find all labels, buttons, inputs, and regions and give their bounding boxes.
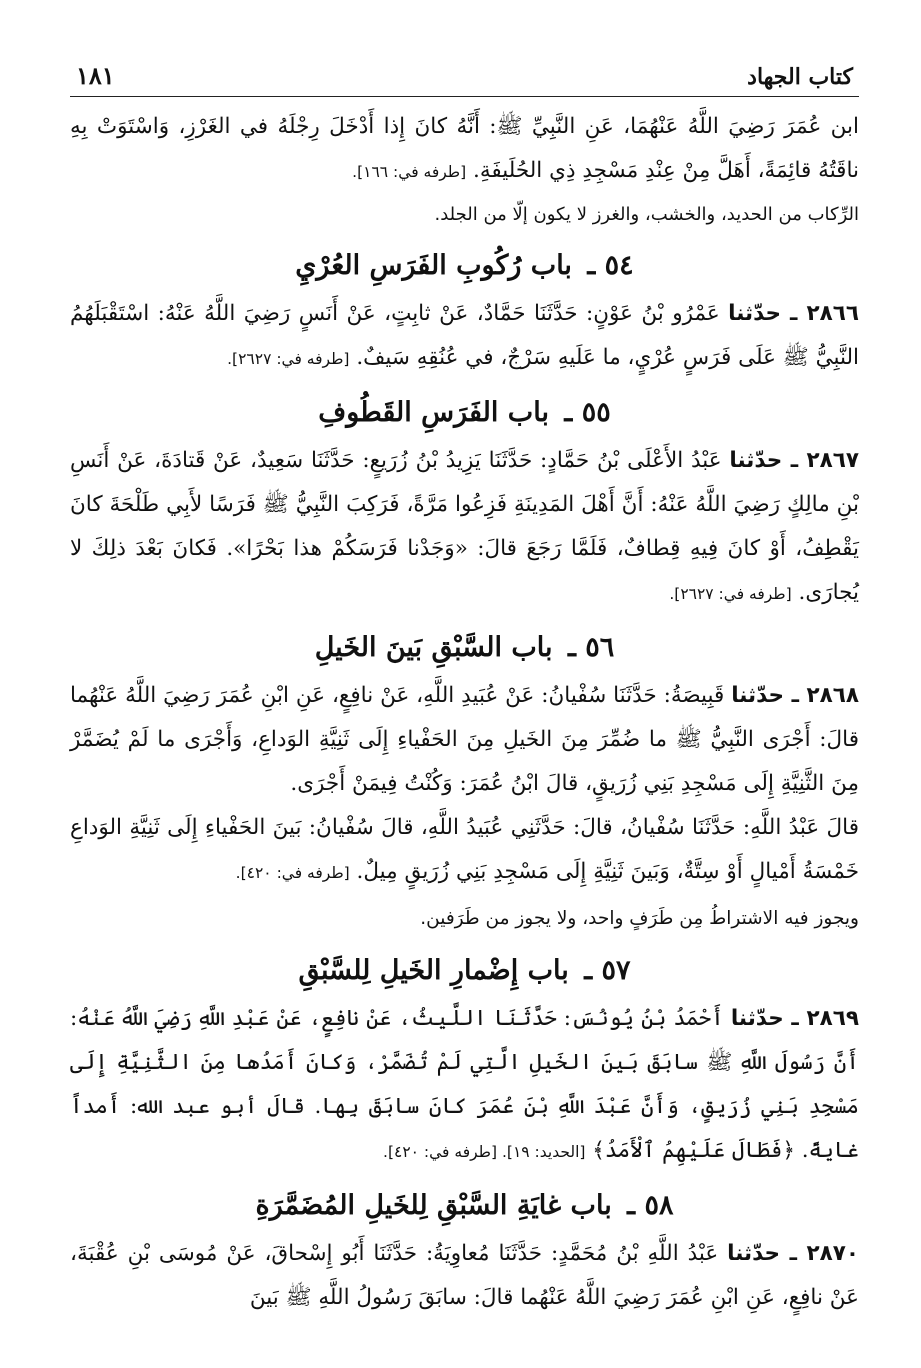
hadith-2866-reference: [طرفه في: ٢٦٢٧]. bbox=[227, 350, 350, 368]
hadith-2869-reference: [الحديد: ١٩]. [طرفه في: ٤٢٠]. bbox=[383, 1143, 586, 1161]
opening-hadith-text bbox=[70, 105, 859, 194]
hadith-2868-text: قَبِيصَةُ: حَدَّثَنَا سُفْيانُ: عَنْ عُبَيدِ اللَّهِ، عَنْ نافِعٍ، عَنِ ابْنِ عُمَرَ رَضِيَ اللَّهُ عَنْهُما قالَ: أَجْرَى النَّبِيُّ ﷺ ما ضُمِّرَ مِنَ الخَيلِ مِنَ الحَفْياءِ إِلَى ثَنِيَّةِ الوَداعِ، وَأَجْرَى ما لَمْ يُضَمَّرْ مِنَ الثَّنِيَّةِ إِلَى مَسْجِدِ بَنِي زُرَيقٍ، قالَ ابْنُ عُمَرَ: وَكُنْتُ فِيمَنْ أَجْرَى. bbox=[70, 683, 859, 796]
hadith-2868-continuation bbox=[70, 806, 859, 895]
chapter-55-heading bbox=[70, 391, 859, 435]
chapter-56-title: باب السَّبْقِ بَينَ الخَيلِ bbox=[314, 632, 553, 663]
hadith-2868-commentary: ويجوز فيه الاشتراطُ مِن طَرَفٍ واحد، ولا يجوز من طَرَفين. bbox=[420, 908, 859, 929]
hadith-2868-reference: [طرفه في: ٤٢٠]. bbox=[235, 864, 350, 882]
chapter-56-heading bbox=[70, 626, 859, 670]
page-number: ١٨١ bbox=[76, 61, 115, 90]
hadith-2866-text: عَمْرُو بْنُ عَوْنٍ: حَدَّثَنَا حَمَّادٌ، عَنْ ثابِتٍ، عَنْ أَنَسٍ رَضِيَ اللَّهُ عَنْهُ: اسْتَقْبَلَهُمُ النَّبِيُّ ﷺ عَلَى فَرَسٍ عُرْيٍ، ما عَلَيهِ سَرْجٌ، في عُنُقِهِ سَيفٌ. bbox=[70, 301, 859, 370]
hadith-2868 bbox=[70, 674, 859, 806]
chapter-54-title: باب رُكُوبِ الفَرَسِ العُرْيِ bbox=[295, 250, 572, 281]
chapter-56-number: ٥٦ ـ bbox=[567, 632, 615, 663]
page-header bbox=[70, 56, 859, 97]
quran-verse: ﴿فَطَالَ عَلَيْهِمُ ٱلْأَمَدُ﴾ bbox=[592, 1138, 795, 1163]
hadith-2870 bbox=[70, 1232, 859, 1320]
chapter-54-heading bbox=[70, 244, 859, 288]
hadith-2869-prefix: ٢٨٦٩ ـ حدّثنا bbox=[730, 1006, 860, 1031]
hadith-2870-text: عَبْدُ اللَّهِ بْنُ مُحَمَّدٍ: حَدَّثَنَا مُعاوِيَةُ: حَدَّثَنَا أَبُو إِسْحاقَ، عَنْ مُوسَى بْنِ عُقْبَةَ، عَنْ نافِعٍ، عَنِ ابْنِ عُمَرَ رَضِيَ اللَّهُ عَنْهُما قالَ: سابَقَ رَسُولُ اللَّهِ ﷺ بَينَ bbox=[70, 1241, 859, 1310]
chapter-57-number: ٥٧ ـ bbox=[584, 955, 631, 986]
opening-text: ابن عُمَرَ رَضِيَ اللَّهُ عَنْهُمَا، عَنِ النَّبِيِّ ﷺ: أَنَّهُ كانَ إِذا أَدْخَلَ رِجْلَهُ في الغَرْزِ، وَاسْتَوَتْ بِهِ ناقَتُهُ قائِمَةً، أَهَلَّ مِنْ عِنْدِ مَسْجِدِ ذِي الحُلَيفَةِ. bbox=[70, 114, 859, 183]
hadith-2866 bbox=[70, 292, 859, 381]
hadith-2867-text: عَبْدُ الأَعْلَى بْنُ حَمَّادٍ: حَدَّثَنَا يَزِيدُ بْنُ زُرَيعٍ: حَدَّثَنَا سَعِيدٌ، عَنْ قَتادَةَ، عَنْ أَنَسِ بْنِ مالِكٍ رَضِيَ اللَّهُ عَنْهُ: أَنَّ أَهْلَ المَدِينَةِ فَزِعُوا مَرَّةً، فَرَكِبَ النَّبِيُّ ﷺ فَرَسًا لأَبِي طَلْحَةَ كانَ يَقْطِفُ، أَوْ كانَ فِيهِ قِطافٌ، فَلَمَّا رَجَعَ قالَ: «وَجَدْنا فَرَسَكُمْ هذا بَحْرًا». فَكانَ بَعْدَ ذلِكَ لا يُجارَى. bbox=[70, 448, 859, 605]
chapter-58-heading bbox=[70, 1184, 859, 1228]
chapter-55-number: ٥٥ ـ bbox=[564, 397, 611, 428]
hadith-2867-prefix: ٢٨٦٧ ـ حدّثنا bbox=[729, 448, 859, 473]
chapter-54-number: ٥٤ ـ bbox=[587, 250, 634, 281]
hadith-2868-cont-text: قالَ عَبْدُ اللَّهِ: حَدَّثَنَا سُفْيانُ، قالَ: حَدَّثَنِي عُبَيدُ اللَّهِ، قالَ سُفْيانُ: بَينَ الحَفْياءِ إِلَى ثَنِيَّةِ الوَداعِ خَمْسَةُ أَمْيالٍ أَوْ سِتَّةٌ، وَبَينَ ثَنِيَّةِ إِلَى مَسْجِدِ بَنِي زُرَيقٍ مِيلٌ. bbox=[70, 815, 859, 884]
hadith-2869 bbox=[70, 997, 859, 1174]
hadith-2870-prefix: ٢٨٧٠ ـ حدّثنا bbox=[727, 1241, 860, 1266]
hadith-2867-reference: [طرفه في: ٢٦٢٧]. bbox=[669, 585, 792, 603]
chapter-58-title: باب غايَةِ السَّبْقِ لِلخَيلِ المُضَمَّرَةِ bbox=[255, 1190, 612, 1221]
opening-reference: [طرفه في: ١٦٦]. bbox=[352, 163, 467, 181]
chapter-57-title: باب إِضْمارِ الخَيلِ لِلسَّبْقِ bbox=[298, 955, 569, 986]
chapter-57-heading bbox=[70, 949, 859, 993]
chapter-55-title: باب الفَرَسِ القَطُوفِ bbox=[318, 397, 549, 428]
book-title: كتاب الجهاد bbox=[747, 64, 853, 90]
chapter-58-number: ٥٨ ـ bbox=[627, 1190, 674, 1221]
opening-commentary: الرِّكاب من الحديد، والخشب، والغرز لا يكون إلّا من الجلد. bbox=[434, 204, 859, 225]
hadith-2868-prefix: ٢٨٦٨ ـ حدّثنا bbox=[731, 683, 859, 708]
hadith-2866-prefix: ٢٨٦٦ ـ حدّثنا bbox=[728, 301, 859, 326]
hadith-2869-text: أَحْمَدُ بْنُ يُونُسَ: حَدَّثَنَا اللَّيثُ، عَنْ نافِعٍ، عَنْ عَبْدِ اللَّهِ رَضِيَ اللَّهُ عَنْهُ: أَنَّ رَسُولَ اللَّهِ ﷺ سابَقَ بَينَ الخَيلِ الَّتِي لَمْ تُضَمَّرْ، وَكانَ أَمَدُها مِنَ الثَّنِيَّةِ إِلَى مَسْجِدِ بَنِي زُرَيقٍ، وَأَنَّ عَبْدَ اللَّهِ بْنَ عُمَرَ كانَ سابَقَ بِها. قالَ أبو عبد الله: أَمداً غايةً. bbox=[70, 1006, 859, 1163]
hadith-2867 bbox=[70, 439, 859, 616]
